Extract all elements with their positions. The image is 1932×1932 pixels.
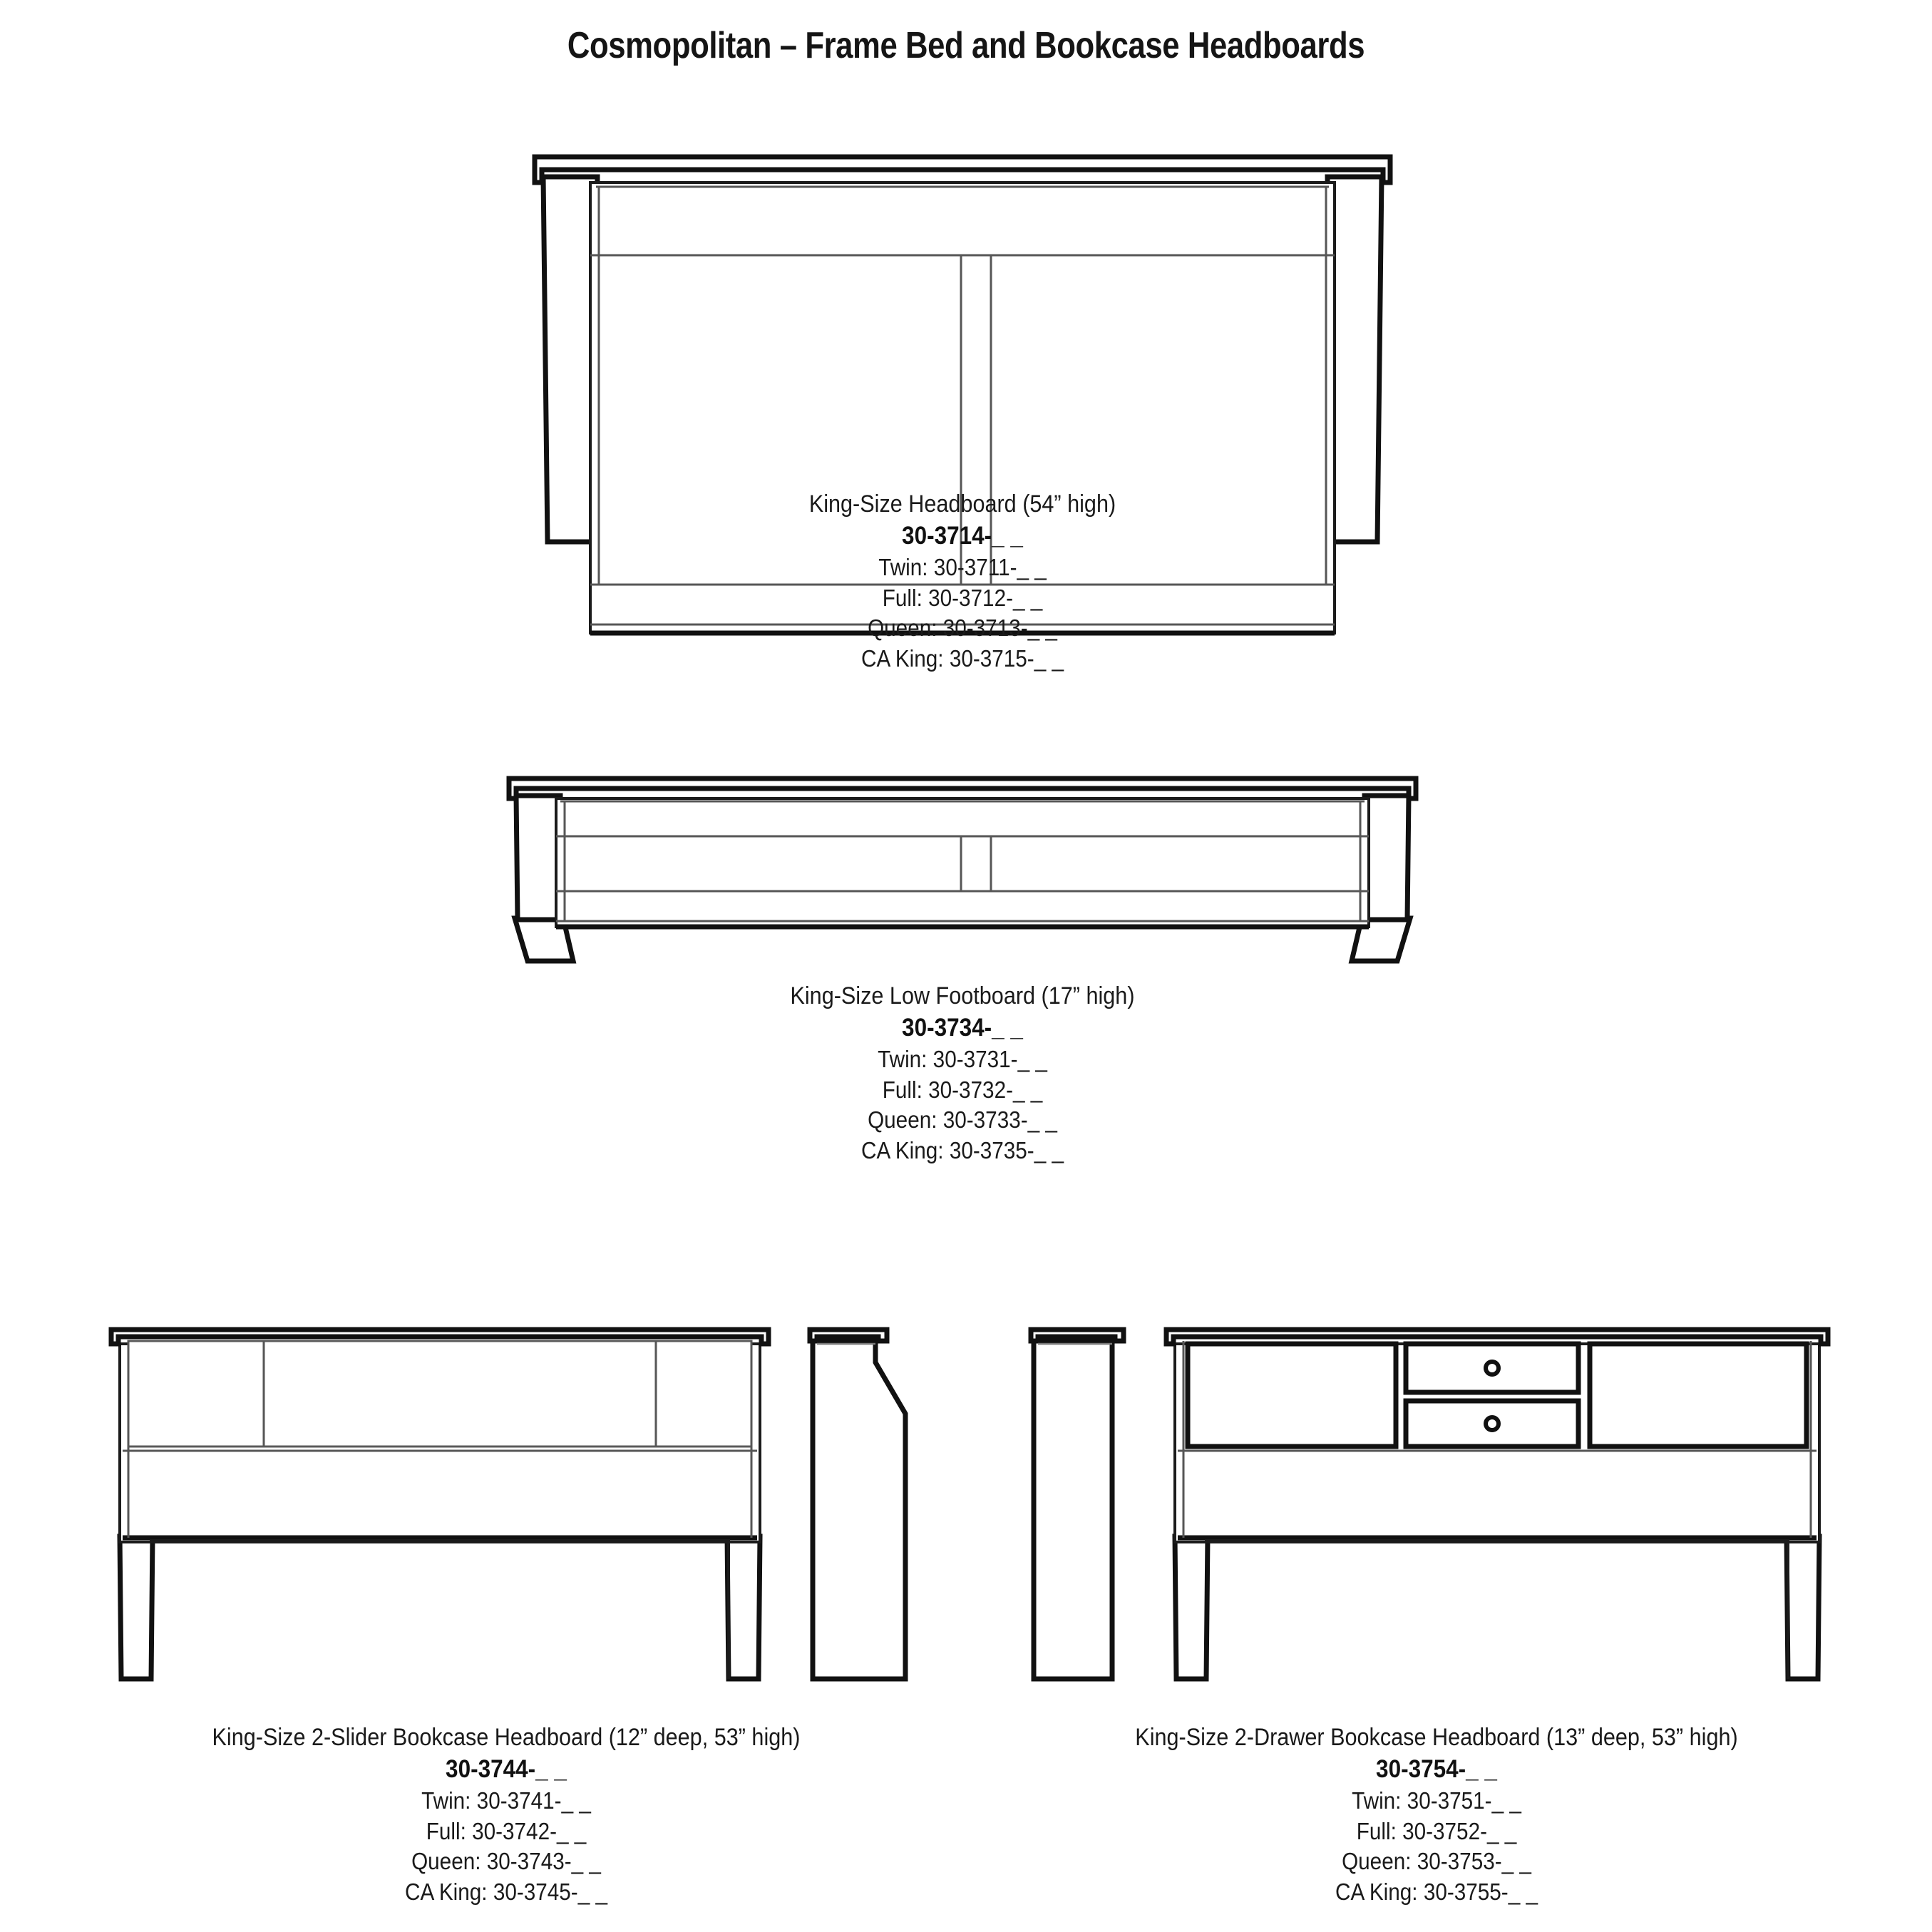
drawer-lower-inset (1205, 1541, 1788, 1679)
caption-variant-queen: Queen: 30-3733-_ _ (868, 1106, 1057, 1134)
drawer-bottom-knob-icon[interactable] (1486, 1417, 1499, 1430)
caption-variant-ca-king: CA King: 30-3735-_ _ (860, 1137, 1064, 1164)
king-size-headboard-caption (503, 488, 1422, 674)
caption-code: 30-3754-_ _ (1376, 1755, 1497, 1784)
headboard-top-cap (535, 157, 1390, 183)
caption-code: 30-3714-_ _ (902, 522, 1023, 550)
drawer-right-cubby (1590, 1344, 1807, 1447)
footboard-top-cap (509, 779, 1416, 798)
drawer-top-knob-icon[interactable] (1486, 1362, 1499, 1375)
caption-variant-twin: Twin: 30-3711-_ _ (878, 553, 1047, 580)
slider-line-drawing (107, 1322, 977, 1700)
page-title: Cosmopolitan – Frame Bed and Bookcase Headboards (567, 25, 1365, 66)
caption-variant-queen: Queen: 30-3743-_ _ (411, 1848, 601, 1875)
king-size-2-drawer-bookcase-headboard-drawing (1012, 1322, 1854, 1700)
drawer-left-leg (1175, 1536, 1208, 1679)
caption-variant-full: Full: 30-3752-_ _ (1356, 1817, 1517, 1844)
drawer-side-profile (1034, 1341, 1112, 1679)
caption-variant-queen: Queen: 30-3753-_ _ (1342, 1848, 1531, 1875)
caption-title: King-Size Low Footboard (17” high) (790, 982, 1135, 1009)
caption-variant-full: Full: 30-3742-_ _ (426, 1817, 587, 1844)
caption-variant-queen: Queen: 30-3713-_ _ (868, 615, 1057, 642)
caption-variant-twin: Twin: 30-3751-_ _ (1352, 1787, 1521, 1814)
caption-title: King-Size 2-Slider Bookcase Headboard (12” deep, 53” high) (212, 1724, 801, 1751)
caption-variant-ca-king: CA King: 30-3745-_ _ (404, 1879, 607, 1906)
slider-shelf-opening (128, 1341, 751, 1447)
slider-left-leg (120, 1536, 153, 1679)
footboard-line-drawing (499, 770, 1426, 984)
caption-variant-ca-king: CA King: 30-3715-_ _ (860, 645, 1064, 672)
caption-code: 30-3744-_ _ (446, 1755, 567, 1784)
caption-variant-full: Full: 30-3732-_ _ (882, 1076, 1043, 1103)
king-size-2-slider-bookcase-headboard-caption (71, 1722, 941, 1908)
king-size-low-footboard-drawing (499, 770, 1426, 984)
caption-variant-twin: Twin: 30-3731-_ _ (878, 1045, 1047, 1072)
drawer-line-drawing (1012, 1322, 1854, 1700)
drawer-left-cubby (1188, 1344, 1396, 1447)
caption-variant-ca-king: CA King: 30-3755-_ _ (1335, 1879, 1538, 1906)
king-size-low-footboard-caption (503, 980, 1422, 1166)
footboard-body (556, 798, 1369, 927)
caption-title: King-Size 2-Drawer Bookcase Headboard (13” deep, 53” high) (1135, 1724, 1738, 1751)
slider-right-leg (727, 1536, 760, 1679)
slider-lower-inset (150, 1541, 729, 1679)
caption-title: King-Size Headboard (54” high) (808, 490, 1116, 518)
caption-variant-twin: Twin: 30-3741-_ _ (421, 1787, 591, 1814)
caption-code: 30-3734-_ _ (902, 1014, 1023, 1042)
king-size-2-drawer-bookcase-headboard-caption (998, 1722, 1875, 1908)
slider-side-profile (813, 1341, 905, 1679)
drawer-right-leg (1787, 1536, 1819, 1679)
king-size-2-slider-bookcase-headboard-drawing (107, 1322, 977, 1700)
caption-variant-full: Full: 30-3712-_ _ (882, 584, 1043, 611)
